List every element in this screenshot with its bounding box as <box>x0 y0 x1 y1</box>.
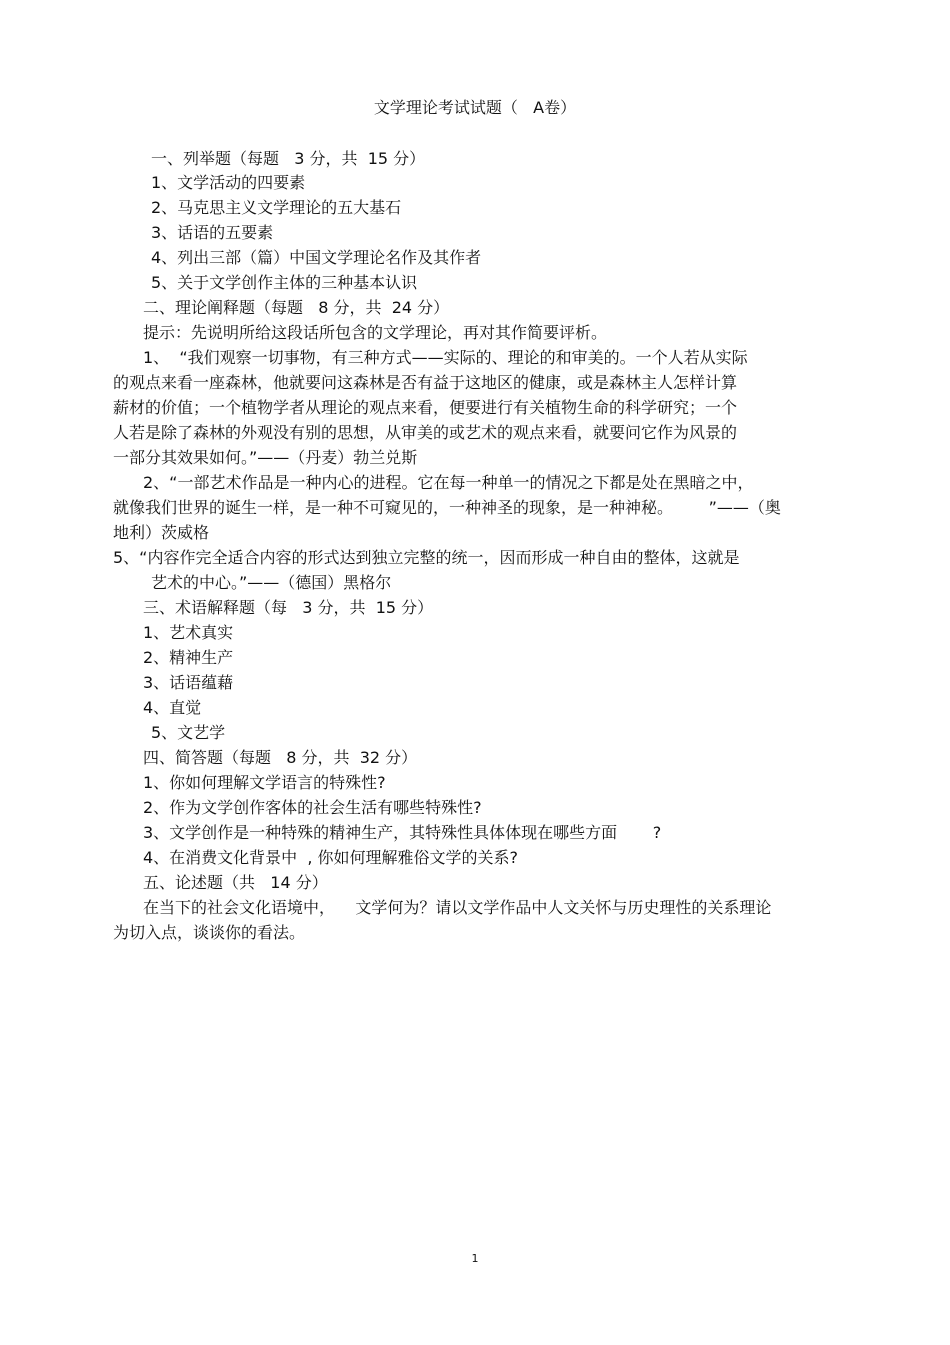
quote-3-line: 5、“内容作完全适合内容的形式达到独立完整的统一，因而形成一种自由的整体，这就是 <box>113 548 740 567</box>
quote-1-line: 1、 “我们观察一切事物，有三种方式——实际的、理论的和审美的。一个人若从实际 <box>143 348 748 367</box>
quote-1-line: 的观点来看一座森林，他就要问这森林是否有益于这地区的健康，或是森林主人怎样计算 <box>113 373 738 392</box>
section-2-hint: 提示：先说明所给这段话所包含的文学理论，再对其作简要评析。 <box>143 323 608 342</box>
quote-3-line: 艺术的中心。”——（德国）黑格尔 <box>151 573 392 592</box>
section-1-item: 5、关于文学创作主体的三种基本认识 <box>151 273 418 292</box>
section-3-item: 3、话语蕴藉 <box>143 673 234 692</box>
section-4-item: 4、在消费文化背景中 , 你如何理解雅俗文学的关系? <box>143 848 519 867</box>
section-4-heading: 四、简答题（每题 8 分，共 32 分） <box>143 748 418 767</box>
quote-2-line: 地利）茨威格 <box>113 523 210 542</box>
quote-1-line: 一部分其效果如何。”——（丹麦）勃兰兑斯 <box>113 448 418 467</box>
section-5-line: 在当下的社会文化语境中， 文学何为？请以文学作品中人文关怀与历史理性的关系理论 <box>143 898 772 917</box>
section-4-item: 1、你如何理解文学语言的特殊性? <box>143 773 386 792</box>
quote-1-line: 人若是除了森林的外观没有别的思想，从审美的或艺术的观点来看，就要问它作为风景的 <box>113 423 738 442</box>
section-3-item: 5、文艺学 <box>151 723 226 742</box>
section-3-item: 4、直觉 <box>143 698 202 717</box>
section-3-item: 2、精神生产 <box>143 648 234 667</box>
section-1-item: 3、话语的五要素 <box>151 223 274 242</box>
section-3-item: 1、艺术真实 <box>143 623 234 642</box>
section-1-item: 4、列出三部（篇）中国文学理论名作及其作者 <box>151 248 482 267</box>
page-number: 1 <box>471 1252 479 1265</box>
section-3-heading: 三、术语解释题（每 3 分，共 15 分） <box>143 598 434 617</box>
quote-1-line: 薪材的价值；一个植物学者从理论的观点来看，便要进行有关植物生命的科学研究；一个 <box>113 398 738 417</box>
document-title: 文学理论考试试题（ A卷） <box>373 98 577 117</box>
section-1-item: 2、马克思主义文学理论的五大基石 <box>151 198 402 217</box>
section-4-item: 3、文学创作是一种特殊的精神生产，其特殊性具体体现在哪些方面 ? <box>143 823 662 842</box>
quote-2-line: 2、“一部艺术作品是一种内心的进程。它在每一种单一的情况之下都是处在黑暗之中， <box>143 473 754 492</box>
section-5-heading: 五、论述题（共 14 分） <box>143 873 328 892</box>
section-5-line: 为切入点，谈谈你的看法。 <box>113 923 306 942</box>
section-1-item: 1、文学活动的四要素 <box>151 173 306 192</box>
section-1-heading: 一、列举题（每题 3 分，共 15 分） <box>151 149 426 168</box>
quote-2-line: 就像我们世界的诞生一样，是一种不可窥见的，一种神圣的现象，是一种神秘。 ”——（奥 <box>113 498 781 517</box>
section-4-item: 2、作为文学创作客体的社会生活有哪些特殊性? <box>143 798 482 817</box>
section-2-heading: 二、理论阐释题（每题 8 分，共 24 分） <box>143 298 450 317</box>
